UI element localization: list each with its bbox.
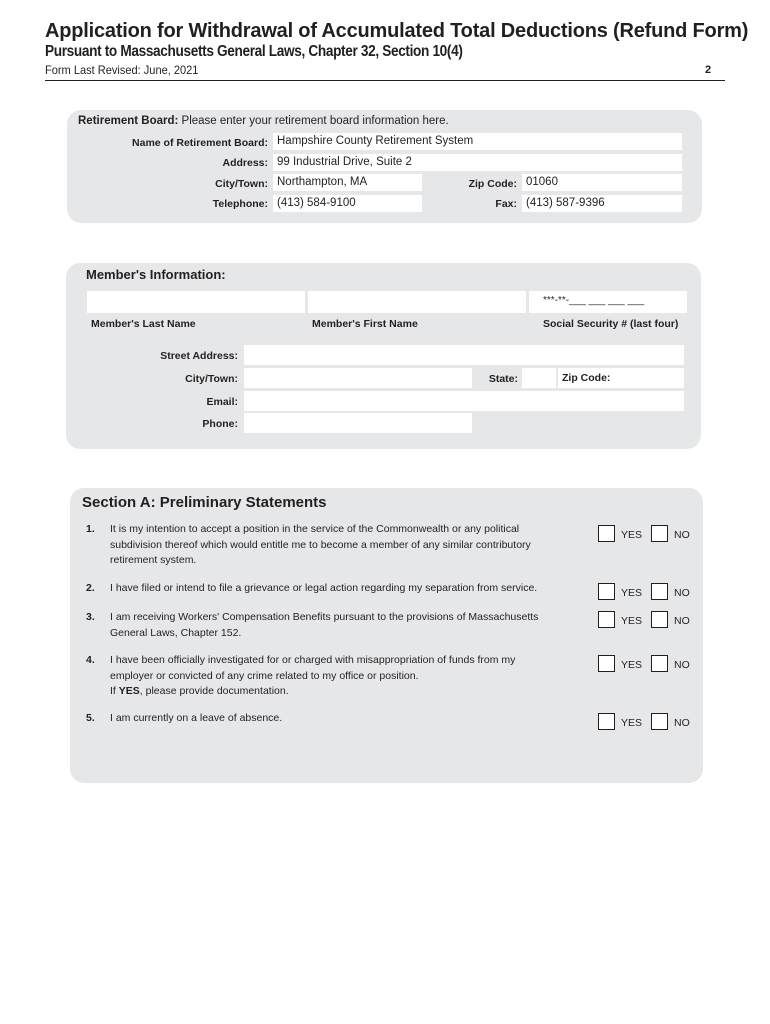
question-2-yes-label: YES [621, 587, 643, 599]
question-5-no-label: NO [674, 717, 690, 729]
question-4-number: 4. [86, 654, 95, 666]
member-city-field[interactable] [244, 368, 472, 388]
question-2-number: 2. [86, 582, 95, 594]
member-street-label: Street Address: [160, 350, 238, 362]
member-info-heading: Member's Information: [86, 267, 226, 282]
member-first-name-field[interactable] [308, 291, 526, 313]
question-1-text: It is my intention to accept a position in the service of the Commonwealth or any political subdivision thereof which would entitle me to become a member of any similar contributory retirement system. [110, 523, 531, 566]
board-phone-label: Telephone: [212, 198, 268, 210]
question-4-no-checkbox[interactable] [651, 655, 668, 672]
board-fax-field[interactable]: (413) 587-9396 [522, 195, 682, 212]
member-ssn-label: Social Security # (last four) [543, 318, 679, 330]
revision-date: Form Last Revised: June, 2021 [45, 63, 199, 77]
member-email-label: Email: [206, 396, 238, 408]
member-ssn-field[interactable] [529, 291, 687, 313]
board-address-field[interactable]: 99 Industrial Drive, Suite 2 [273, 154, 682, 171]
member-zip-label: Zip Code: [562, 372, 611, 384]
question-2-no-checkbox[interactable] [651, 583, 668, 600]
question-5-text: I am currently on a leave of absence. [110, 712, 283, 724]
board-phone-field[interactable]: (413) 584-9100 [273, 195, 422, 212]
question-2-no-label: NO [674, 587, 690, 599]
question-5-yes-checkbox[interactable] [598, 713, 615, 730]
question-4-statement: I have been officially investigated for or charged with misappropriation of funds from my employer or convicted of any crime related to my office or position. [110, 654, 516, 682]
question-3-yes-checkbox[interactable] [598, 611, 615, 628]
question-4-text [110, 653, 560, 700]
board-zip-label: Zip Code: [468, 178, 517, 190]
question-4-no-label: NO [674, 659, 690, 671]
member-city-label: City/Town: [185, 373, 238, 385]
member-state-field[interactable] [522, 368, 556, 388]
board-fax-label: Fax: [495, 198, 517, 210]
member-state-label: State: [488, 373, 518, 385]
section-a-heading: Section A: Preliminary Statements [82, 494, 327, 511]
board-zip-field[interactable]: 01060 [522, 174, 682, 191]
question-4-yes-checkbox[interactable] [598, 655, 615, 672]
header-divider [45, 80, 725, 81]
board-city-label: City/Town: [215, 178, 268, 190]
question-4-note-suffix: , please provide documentation. [139, 685, 289, 697]
retirement-board-heading [78, 115, 449, 127]
member-street-field[interactable] [244, 345, 684, 365]
question-2-yes-checkbox[interactable] [598, 583, 615, 600]
question-3-yes-label: YES [621, 615, 643, 627]
retirement-board-instruction: Please enter your retirement board information here. [181, 115, 449, 127]
board-name-field[interactable]: Hampshire County Retirement System [273, 133, 682, 150]
question-3-no-label: NO [674, 615, 690, 627]
form-title: Application for Withdrawal of Accumulated Total Deductions (Refund Form) [45, 20, 749, 42]
question-1-no-label: NO [674, 529, 690, 541]
question-1-yes-checkbox[interactable] [598, 525, 615, 542]
question-3-text: I am receiving Workers' Compensation Benefits pursuant to the provisions of Massachusetts General Laws, Chapter 152. [110, 611, 539, 639]
question-1-yes-label: YES [621, 529, 643, 541]
question-2-text: I have filed or intend to file a grievance or legal action regarding my separation from service. [110, 582, 538, 594]
page-number: 2 [705, 64, 712, 76]
question-3-no-checkbox[interactable] [651, 611, 668, 628]
question-4-note-prefix: If [110, 685, 119, 697]
board-city-field[interactable]: Northampton, MA [273, 174, 422, 191]
member-last-name-label: Member's Last Name [91, 318, 196, 330]
question-5-number: 5. [86, 712, 95, 724]
member-zip-field[interactable] [558, 368, 684, 388]
ssn-mask: ***-**-___ ___ ___ ___ [543, 295, 645, 306]
question-5-yes-label: YES [621, 717, 643, 729]
question-1-number: 1. [86, 523, 95, 535]
board-name-label: Name of Retirement Board: [132, 137, 268, 149]
member-phone-label: Phone: [202, 418, 238, 430]
form-subtitle: Pursuant to Massachusetts General Laws, Chapter 32, Section 10(4) [45, 43, 463, 60]
question-4-note [110, 684, 560, 700]
question-4-note-yes: YES [118, 685, 140, 697]
board-address-label: Address: [222, 157, 268, 169]
member-phone-field[interactable] [244, 413, 472, 433]
member-email-field[interactable] [244, 391, 684, 411]
question-1-no-checkbox[interactable] [651, 525, 668, 542]
member-last-name-field[interactable] [87, 291, 305, 313]
retirement-board-heading-label: Retirement Board: [78, 115, 179, 127]
question-3-number: 3. [86, 611, 95, 623]
question-5-no-checkbox[interactable] [651, 713, 668, 730]
question-4-yes-label: YES [621, 659, 643, 671]
member-first-name-label: Member's First Name [312, 318, 418, 330]
